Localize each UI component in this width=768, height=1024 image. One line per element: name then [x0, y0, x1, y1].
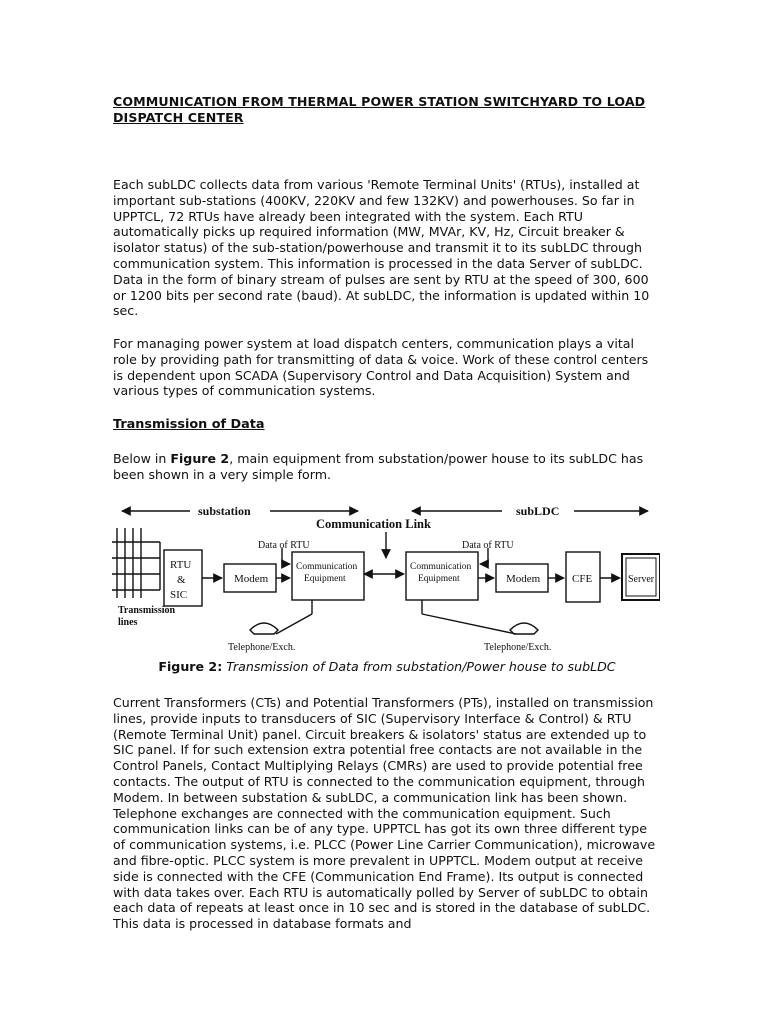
data-of-rtu-right-label: Data of RTU — [462, 540, 514, 551]
telephone-right-icon — [510, 623, 538, 634]
subldc-label: subLDC — [516, 504, 560, 518]
caption-label: Figure 2: — [158, 659, 223, 674]
comm-equipment-right-line1: Communication — [410, 562, 472, 572]
paragraph-communication-role: For managing power system at load dispatch centers, communication plays a vital role by providing path for transmitting of data & voice. Work of these control centers is dependent upon SCADA (Supervisory Control and Data Acquisition) System and various types of communication systems. — [113, 336, 649, 399]
paragraph-ct-pt-description: Current Transformers (CTs) and Potential Transformers (PTs), installed on transmission lines, provide inputs to transducers of SIC (Supervisory Interface & Control) & RTU (Remote Terminal Unit) panel. Circuit breakers & isolators' status are extended up to SIC panel. If for such extension extra potential free contacts are not available in the Control Panels, Contact Multiplying Relays (CMRs) are used to provide potential free contacts. The output of RTU is connected to the communication equipment, through Modem. In between substation & subLDC, a communication link has been shown. Telephone exchanges are connected with the communication equipment. Such communication links can be of any type. UPPTCL has got its own three different type of communication systems, i.e. PLCC (Power Line Carrier Communication), microwave and fibre-optic. PLCC system is more prevalent in UPPTCL. Modem output at receive side is connected with the CFE (Communication End Frame). Its output is connected with data takes over. Each RTU is automatically polled by Server of subLDC to obtain each data of repeats at least once in 10 sec and is stored in the database of subLDC. This data is processed in database formats and — [113, 695, 656, 932]
figure-intro-suffix: , main equipment from substation/power house to its subLDC has been shown in a very simple form. — [113, 451, 644, 482]
comm-equipment-left-line2: Equipment — [304, 574, 346, 584]
paragraph-rtu-data-collection: Each subLDC collects data from various 'Remote Terminal Units' (RTUs), installed at important sub-stations (400KV, 220KV and few 132KV) and powerhouses. So far in UPPTCL, 72 RTUs have already been integrated with the system. Each RTU automatically picks up required information (MW, MVAr, KV, Hz, Circuit breaker & isolator status) of the sub-station/powerhouse and transmit it to its subLDC through communication system. This information is processed in the data Server of subLDC. Data in the form of binary stream of pulses are sent by RTU at the speed of 300, 600 or 1200 bits per second rate (baud). At subLDC, the information is updated within 10 sec. — [113, 177, 650, 319]
telephone-right-label: Telephone/Exch. — [484, 642, 552, 653]
transmission-diagram — [112, 500, 660, 655]
comm-equipment-right-line2: Equipment — [418, 574, 460, 584]
ampersand-label: & — [177, 574, 186, 586]
substation-label: substation — [198, 504, 251, 518]
telephone-left-label: Telephone/Exch. — [228, 642, 296, 653]
transmission-lines-line1: Transmission — [118, 605, 176, 616]
comm-equipment-left-line1: Communication — [296, 562, 358, 572]
communication-link-label: Communication Link — [316, 517, 431, 531]
transmission-lines-line2: lines — [118, 617, 138, 628]
document-title: COMMUNICATION FROM THERMAL POWER STATION SWITCHYARD TO LOAD DISPATCH CENTER — [113, 94, 646, 125]
paragraph-figure-intro — [113, 451, 661, 483]
figure-reference: Figure 2 — [170, 451, 230, 466]
server-label: Server — [628, 574, 655, 585]
modem-left-label: Modem — [234, 573, 269, 585]
data-of-rtu-left-label: Data of RTU — [258, 540, 310, 551]
rtu-label: RTU — [170, 559, 192, 571]
modem-right-label: Modem — [506, 573, 541, 585]
figure-intro-prefix: Below in — [113, 451, 171, 466]
telephone-left-icon — [250, 623, 278, 634]
figure-caption — [113, 659, 661, 674]
section-heading-transmission: Transmission of Data — [113, 417, 265, 432]
sic-label: SIC — [170, 589, 188, 601]
caption-text: Transmission of Data from substation/Power house to subLDC — [226, 659, 616, 674]
cfe-label: CFE — [572, 573, 593, 585]
